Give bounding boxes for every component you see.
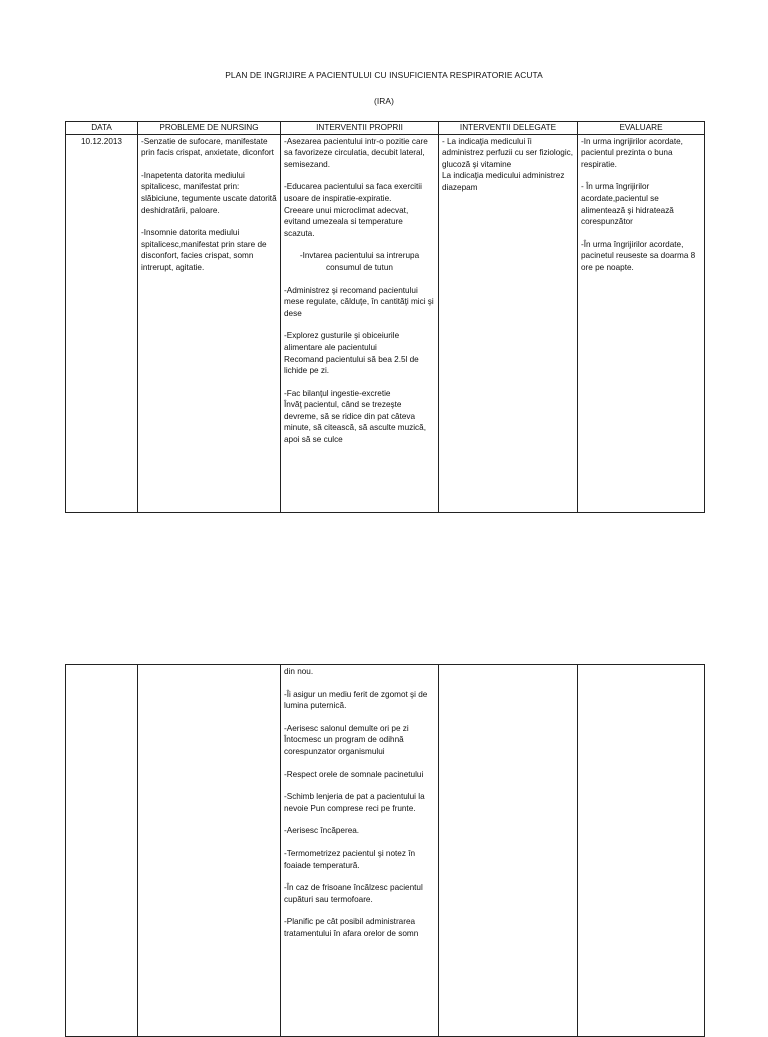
problem-item: -Inapetenta datorita mediului spitalicesc, manifestat prin: slăbiciune, tegumente uscate datorită deshidratării, paloare.: [141, 170, 277, 215]
intervention-item: -În caz de frisoane încălzesc pacientul cupături sau termofoare.: [284, 883, 423, 904]
header-date: DATA: [66, 122, 138, 135]
table-row: [66, 665, 705, 1037]
header-evaluation: EVALUARE: [578, 122, 705, 135]
header-delegated-interventions: INTERVENTII DELEGATE: [439, 122, 578, 135]
problem-item: -Insomnie datorita mediului spitalicesc,manifestat prin stare de disconfort, facies crispat, somn intrerupt, agitatie.: [141, 228, 267, 272]
date-cell: 10.12.2013: [66, 134, 138, 512]
intervention-item: din nou.: [284, 667, 314, 676]
table-header-row: [66, 122, 705, 135]
header-problems: PROBLEME DE NURSING: [138, 122, 281, 135]
table-row: [66, 134, 705, 512]
evaluation-item: -În urma îngrijirilor acordate, pacinetul reuseste sa doarma 8 ore pe noapte.: [581, 239, 696, 272]
care-plan-table: [65, 121, 705, 513]
care-plan-table-continued: [65, 664, 705, 1037]
own-interventions-cell: [281, 134, 439, 512]
intervention-item: -Aerisesc încăperea.: [284, 826, 360, 836]
delegated-item: - La indicaţia medicului îi administrez perfuzii cu ser fiziologic, glucoză şi vitamine La indicaţia medicului administrez diazepam: [442, 136, 574, 192]
intervention-item: -Îi asigur un mediu ferit de zgomot şi de lumina puternică.: [284, 689, 428, 711]
evaluation-cell: [578, 665, 705, 1037]
problems-cell: [138, 134, 281, 512]
intervention-item: -Termometrizez pacientul şi notez în foaiade temperatură.: [284, 848, 416, 870]
intervention-item: -Educarea pacientului sa faca exercitii usoare de inspiratie-expiratie. Creeare unui microclimat adecvat, evitand umezeala si temperature scazuta.: [284, 182, 422, 238]
evaluation-item: - În urma îngrijirilor acordate,pacientul se alimentează şi hidratează corespunzător: [581, 182, 674, 227]
delegated-interventions-cell: [439, 134, 578, 512]
page-title: PLAN DE INGRIJIRE A PACIENTULUI CU INSUFICIENTA RESPIRATORIE ACUTA: [225, 70, 543, 80]
page-subtitle: (IRA): [373, 96, 395, 106]
intervention-item: -Fac bilanţul ingestie-excretie Învăţ pacientul, când se trezeşte devreme, să se ridice din pat câteva minute, să citească, să asculte muzică, apoi să se culce: [284, 388, 426, 445]
intervention-item: -Planific pe cât posibil administrarea tratamentului în afara orelor de somn: [284, 917, 419, 938]
delegated-interventions-cell: [439, 665, 578, 1037]
intervention-item: -Aerisesc salonul demulte ori pe zi Întocmesc un program de odihnă corespunzator organismului: [284, 723, 409, 756]
evaluation-item: -In urma ingrijirilor acordate, pacientul prezinta o buna respiratie.: [581, 136, 683, 169]
problem-item: -Senzatie de sufocare, manifestate prin facis crispat, anxietate, diconfort: [141, 136, 274, 158]
intervention-item: -Respect orele de somnale pacinetului: [284, 769, 424, 779]
evaluation-cell: [578, 134, 705, 512]
header-own-interventions: INTERVENTII PROPRII: [281, 122, 439, 135]
date-cell: [66, 665, 138, 1037]
intervention-item: -Asezarea pacientului intr-o pozitie care sa favorizeze circulatia, decubit lateral, semisezand.: [284, 136, 428, 169]
intervention-item: -Schimb lenjeria de pat a pacientului la nevoie Pun comprese reci pe frunte.: [284, 792, 425, 813]
intervention-item: -Explorez gusturile şi obiceiurile alimentare ale pacientului Recomand pacientului să bea 2.5l de lichide pe zi.: [284, 331, 419, 376]
intervention-item: -Administrez şi recomand pacientului mese regulate, călduţe, în cantităţi mici şi dese: [284, 285, 434, 318]
problems-cell: [138, 665, 281, 1037]
intervention-item: -Invtarea pacientului sa intrerupa consumul de tutun: [299, 251, 420, 272]
own-interventions-cell: [281, 665, 439, 1037]
